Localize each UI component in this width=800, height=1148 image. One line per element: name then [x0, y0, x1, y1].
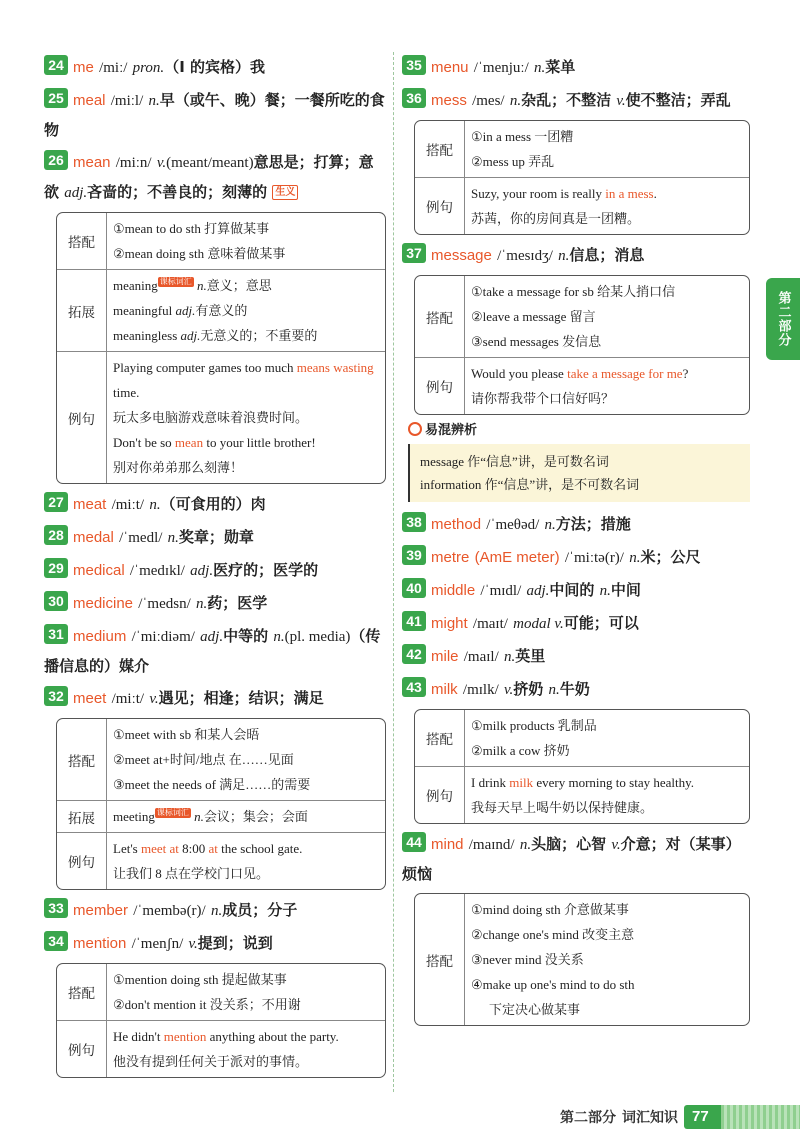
list-item: ②mess up 弄乱 [471, 154, 555, 169]
list-item: ①milk products 乳制品 [471, 718, 597, 733]
example-sentence [471, 181, 743, 206]
definition: 杂乱； [521, 91, 567, 109]
example-label: 例句 [57, 832, 107, 889]
phonetic: /miːt/ [111, 497, 145, 513]
entry-milk [402, 675, 750, 705]
part-of-speech: v. [503, 682, 514, 698]
part-of-speech: n. [509, 93, 522, 109]
highlight: mean [174, 435, 204, 450]
phonetic: /ˈmɪdl/ [480, 583, 522, 599]
part-of-speech: n. [167, 530, 179, 546]
headword: mention [73, 935, 127, 952]
footer-stripe [721, 1105, 800, 1129]
definition: （I 的宾格）我 [164, 58, 265, 76]
list-item: ①in a mess 一团糟 [471, 129, 574, 144]
headword: mind [431, 836, 464, 853]
part-of-speech: n. [548, 682, 560, 698]
entry-middle [402, 576, 750, 606]
list-item: ②mean doing sth 意味着做某事 [113, 246, 286, 261]
part-of-speech: n. [194, 809, 204, 824]
phonetic: /miː/ [99, 60, 128, 76]
definition: 介意；对（某事）烦恼 [402, 835, 741, 883]
phonetic: /ˈmedsn/ [138, 596, 191, 612]
phonetic: /ˈmedɪkl/ [129, 563, 185, 579]
entry-meet [44, 684, 386, 714]
message-usage-table [414, 275, 750, 415]
phonetic: /miːn/ [115, 155, 152, 171]
meet-usage-table [56, 718, 386, 890]
part-of-speech: n. [503, 649, 516, 665]
definition: 挤奶 [513, 680, 544, 698]
phonetic: /miːt/ [111, 691, 145, 707]
extension-label: 拓展 [57, 800, 107, 832]
ext-word: meeting [113, 809, 155, 824]
definition: 牛奶 [559, 680, 590, 698]
phonetic: /ˈmesɪdʒ/ [497, 248, 553, 264]
part-of-speech: n. [519, 837, 532, 853]
list-item: ①mind doing sth 介意做某事 [471, 902, 629, 917]
collocation-label: 搭配 [57, 719, 107, 800]
phonetic: /mɪlk/ [462, 682, 499, 698]
definition: 方法；措施 [555, 515, 631, 533]
phonetic: /maɪt/ [472, 616, 508, 632]
table-row [57, 1020, 385, 1077]
example-cell [107, 1020, 385, 1077]
entry-mind [402, 830, 750, 889]
text: the school gate. [217, 841, 303, 856]
new-meaning-tag: 生义 [272, 185, 298, 200]
definition: 米；公尺 [640, 548, 701, 566]
definition: 中间 [610, 581, 641, 599]
text: 8:00 [178, 841, 209, 856]
definition: 意义；意思 [206, 278, 272, 293]
entry-number: 32 [44, 686, 68, 706]
part-of-speech: n. [629, 550, 641, 566]
definition: （可食用的）肉 [160, 495, 266, 513]
list-item: ③meet the needs of 满足……的需要 [113, 777, 311, 792]
entry-number: 39 [402, 545, 426, 565]
entry-number: 29 [44, 558, 68, 578]
left-column [44, 50, 386, 1084]
part-of-speech: v. [611, 837, 621, 853]
headword: medal [73, 529, 114, 546]
example-label: 例句 [415, 766, 465, 823]
part-of-speech: adj. [200, 629, 224, 645]
definition: 有意义的 [195, 303, 248, 318]
milk-usage-table [414, 709, 750, 824]
page-number: 77 [684, 1105, 721, 1129]
footer-title: 词汇知识 [622, 1110, 678, 1126]
list-item: ①meet with sb 和某人会晤 [113, 727, 260, 742]
list-item: message 作“信息”讲，是可数名词 [420, 454, 609, 469]
list-item: ②meet at+时间/地点 在……见面 [113, 752, 294, 767]
collocation-label: 搭配 [57, 964, 107, 1020]
ext-word: meaning [113, 278, 158, 293]
example-cell [465, 177, 749, 234]
text: . [653, 186, 657, 201]
collocation-cell [107, 213, 385, 269]
mess-usage-table [414, 120, 750, 235]
part-of-speech: n. [534, 60, 546, 76]
text: Suzy, your room is really [471, 186, 606, 201]
extension-cell [107, 269, 385, 351]
part-of-speech: v. [188, 936, 198, 952]
definition: 奖章；勋章 [178, 528, 254, 546]
entry-number: 33 [44, 898, 68, 918]
highlight: take a message for me [567, 366, 683, 381]
text: to your little brother! [203, 435, 316, 450]
part-of-speech: v. [156, 155, 167, 171]
example-label: 例句 [57, 1020, 107, 1077]
definition: 成员；分子 [222, 901, 298, 919]
entry-meat [44, 490, 386, 520]
example-cell [107, 832, 385, 889]
headword: medium [73, 628, 127, 645]
entry-number: 27 [44, 492, 68, 512]
entry-medal [44, 523, 386, 553]
entry-medium [44, 622, 386, 681]
phonetic: /maɪl/ [463, 649, 499, 665]
headword: metre [431, 549, 470, 566]
entry-me [44, 53, 386, 83]
text: ? [682, 366, 689, 381]
entry-might [402, 609, 750, 639]
definition: 可能；可以 [563, 614, 639, 632]
entry-number: 25 [44, 88, 68, 108]
highlight: meet at [140, 841, 179, 856]
definition: 药；医学 [207, 594, 268, 612]
definition: （传播信息的）媒介 [44, 627, 381, 675]
table-row [57, 719, 385, 800]
phonetic: /ˈmedl/ [119, 530, 163, 546]
part-of-speech: pron. [132, 60, 165, 76]
text: Let's [113, 841, 141, 856]
entry-medicine [44, 589, 386, 619]
list-item: ①take a message for sb 给某人捎口信 [471, 284, 676, 299]
entry-number: 24 [44, 55, 68, 75]
example-label: 例句 [415, 357, 465, 414]
part-of-speech: n. [210, 903, 223, 919]
entry-mess [402, 86, 750, 116]
entry-medical [44, 556, 386, 586]
list-item [113, 273, 379, 298]
table-row [57, 213, 385, 269]
table-row [57, 351, 385, 483]
definition: 无意义的；不重要的 [200, 328, 318, 343]
part-of-speech: adj. [64, 185, 88, 201]
entry-method [402, 510, 750, 540]
headword: me [73, 59, 94, 76]
collocation-cell [465, 121, 749, 177]
collocation-label: 搭配 [415, 276, 465, 357]
entry-number: 40 [402, 578, 426, 598]
list-item: information 作“信息”讲，是不可数名词 [420, 477, 640, 492]
entry-meal [44, 86, 386, 145]
part-of-speech: v. [616, 93, 626, 109]
example-cell [465, 357, 749, 414]
example-translation: 让我们 8 点在学校门口见。 [113, 866, 270, 881]
headword: mile [431, 648, 459, 665]
highlight: mention [163, 1029, 207, 1044]
example-sentence [113, 430, 379, 455]
ext-word: meaningful [113, 303, 173, 318]
part-of-speech: modal v. [513, 616, 564, 632]
phonetic: /ˈmiːdiəm/ [131, 629, 195, 645]
part-of-speech: n. [196, 596, 208, 612]
collocation-label: 搭配 [415, 121, 465, 177]
collocation-cell [465, 710, 749, 766]
list-item [113, 323, 379, 348]
definition: 吝啬的；不善良的；刻薄的 [87, 183, 268, 201]
headword: menu [431, 59, 469, 76]
part-of-speech: adj. [180, 328, 201, 343]
definition: 中间的 [549, 581, 595, 599]
definition: 遇见；相逢；结识；满足 [158, 689, 324, 707]
text: He didn't [113, 1029, 164, 1044]
text: Don't be so [113, 435, 175, 450]
phonetic: /ˈmembə(r)/ [133, 903, 206, 919]
highlight: milk [509, 775, 534, 790]
list-item: 下定决心做某事 [489, 1002, 581, 1017]
confusion-analysis-box [408, 421, 750, 502]
entry-mention [44, 929, 386, 959]
example-translation: 苏茜，你的房间真是一团糟。 [471, 211, 641, 226]
ext-word: meaningless [113, 328, 178, 343]
definition: 会议；集会；会面 [203, 809, 308, 824]
example-translation: 请你帮我带个口信好吗？ [471, 391, 615, 406]
page-footer [560, 1104, 800, 1130]
list-item: ②change one's mind 改变主意 [471, 927, 635, 942]
example-label: 例句 [415, 177, 465, 234]
headword: medical [73, 562, 125, 579]
list-item: ②milk a cow 挤奶 [471, 743, 570, 758]
part-of-speech: n. [149, 497, 161, 513]
part-of-speech: n. [544, 517, 556, 533]
list-item: ①mean to do sth 打算做某事 [113, 221, 270, 236]
headword: mess [431, 92, 467, 109]
footer-section: 第二部分 [560, 1110, 616, 1126]
example-sentence [113, 836, 379, 861]
extension-cell [107, 800, 385, 832]
verb-forms: (meant/meant) [166, 155, 254, 171]
headword: message [431, 247, 492, 264]
example-sentence [471, 361, 743, 386]
entry-member [44, 896, 386, 926]
curriculum-tag: 课标词汇 [159, 277, 192, 286]
definition: 医疗的；医学的 [213, 561, 319, 579]
part-of-speech: n. [599, 583, 611, 599]
extension-label: 拓展 [57, 269, 107, 351]
table-row [415, 357, 749, 414]
entry-number: 30 [44, 591, 68, 611]
table-row [415, 177, 749, 234]
definition: 英里 [515, 647, 546, 665]
american-spelling: (AmE meter) [474, 549, 560, 566]
example-sentence [113, 1024, 379, 1049]
entry-number: 42 [402, 644, 426, 664]
table-row [415, 276, 749, 357]
list-item: ③send messages 发信息 [471, 334, 602, 349]
list-item: ③never mind 没关系 [471, 952, 584, 967]
part-of-speech: adj. [175, 303, 196, 318]
column-divider [393, 52, 394, 1092]
phonetic: /ˈmeθəd/ [486, 517, 540, 533]
definition: 使不整洁；弄乱 [625, 91, 731, 109]
collocation-label: 搭配 [415, 710, 465, 766]
phonetic: /miːl/ [110, 93, 144, 109]
entry-number: 36 [402, 88, 426, 108]
definition: 中等的 [223, 627, 269, 645]
text: anything about the party. [206, 1029, 339, 1044]
headword: method [431, 516, 482, 533]
example-cell [465, 766, 749, 823]
part-of-speech: adj. [526, 583, 550, 599]
entry-number: 37 [402, 243, 426, 263]
text: Playing computer games too much [113, 360, 297, 375]
example-translation: 我每天早上喝牛奶以保持健康。 [471, 800, 654, 815]
magnifier-icon [408, 422, 422, 436]
part-of-speech: n. [273, 629, 285, 645]
definition: 不整洁 [566, 91, 612, 109]
example-label: 例句 [57, 351, 107, 483]
headword: might [431, 615, 468, 632]
table-row [415, 766, 749, 823]
example-sentence [113, 355, 379, 405]
text: time. [113, 385, 140, 400]
entry-number: 34 [44, 931, 68, 951]
entry-number: 31 [44, 624, 68, 644]
plural-note: (pl. media) [284, 629, 351, 645]
entry-number: 44 [402, 832, 426, 852]
part-of-speech: n. [197, 278, 207, 293]
list-item [113, 804, 379, 829]
right-column [402, 50, 750, 1032]
list-item: ②leave a message 留言 [471, 309, 596, 324]
list-item: ④make up one's mind to do sth [471, 977, 635, 992]
entry-mean [44, 148, 386, 208]
table-row [57, 800, 385, 832]
definition: 意思是；打算；意欲 [44, 153, 374, 201]
entry-metre [402, 543, 750, 573]
definition: 信息；消息 [569, 246, 645, 264]
example-translation: 别对你弟弟那么刻薄！ [113, 460, 244, 475]
list-item [113, 298, 379, 323]
collocation-label: 搭配 [57, 213, 107, 269]
headword: meal [73, 92, 106, 109]
part-of-speech: n. [148, 93, 160, 109]
entry-message [402, 241, 750, 271]
part-of-speech: v. [149, 691, 159, 707]
text: I drink [471, 775, 510, 790]
table-row [57, 964, 385, 1020]
section-side-tab: 第二部分 [766, 278, 800, 360]
phonetic: /ˈmenjuː/ [473, 60, 529, 76]
definition: 菜单 [545, 58, 576, 76]
list-item: ①mention doing sth 提起做某事 [113, 972, 287, 987]
highlight: means wasting [296, 360, 374, 375]
confusion-header [408, 421, 750, 441]
headword: middle [431, 582, 476, 599]
confusion-body [408, 444, 750, 502]
collocation-cell [107, 964, 385, 1020]
definition: 提到；说到 [197, 934, 273, 952]
entry-menu [402, 53, 750, 83]
example-translation: 玩太多电脑游戏意味着浪费时间。 [113, 410, 309, 425]
collocation-cell [107, 719, 385, 800]
table-row [415, 894, 749, 1025]
definition: 早（或午、晚）餐；一餐所吃的食物 [44, 91, 385, 139]
entry-number: 28 [44, 525, 68, 545]
example-translation: 他没有提到任何关于派对的事情。 [113, 1054, 309, 1069]
table-row [57, 269, 385, 351]
collocation-label: 搭配 [415, 894, 465, 1025]
part-of-speech: n. [558, 248, 570, 264]
entry-number: 35 [402, 55, 426, 75]
table-row [415, 710, 749, 766]
text: every morning to stay healthy. [533, 775, 695, 790]
phonetic: /mes/ [472, 93, 505, 109]
confusion-title: 易混辨析 [425, 423, 478, 438]
highlight: at [208, 841, 218, 856]
part-of-speech: adj. [190, 563, 214, 579]
list-item: ②don't mention it 没关系；不用谢 [113, 997, 301, 1012]
highlight: in a mess [605, 186, 654, 201]
headword: meet [73, 690, 107, 707]
headword: member [73, 902, 129, 919]
headword: mean [73, 154, 111, 171]
entry-number: 26 [44, 150, 68, 170]
mention-usage-table [56, 963, 386, 1078]
collocation-cell [465, 276, 749, 357]
example-sentence [471, 770, 743, 795]
definition: 头脑；心智 [531, 835, 607, 853]
mind-usage-table [414, 893, 750, 1026]
headword: medicine [73, 595, 134, 612]
phonetic: /ˈmenʃn/ [131, 936, 184, 952]
entry-number: 41 [402, 611, 426, 631]
text: Would you please [471, 366, 568, 381]
table-row [57, 832, 385, 889]
entry-mile [402, 642, 750, 672]
collocation-cell [465, 894, 749, 1025]
curriculum-tag: 课标词汇 [156, 808, 189, 817]
table-row [415, 121, 749, 177]
headword: meat [73, 496, 107, 513]
mean-usage-table [56, 212, 386, 484]
headword: milk [431, 681, 458, 698]
example-cell [107, 351, 385, 483]
entry-number: 43 [402, 677, 426, 697]
entry-number: 38 [402, 512, 426, 532]
phonetic: /ˈmiːtə(r)/ [564, 550, 624, 566]
phonetic: /maɪnd/ [468, 837, 515, 853]
